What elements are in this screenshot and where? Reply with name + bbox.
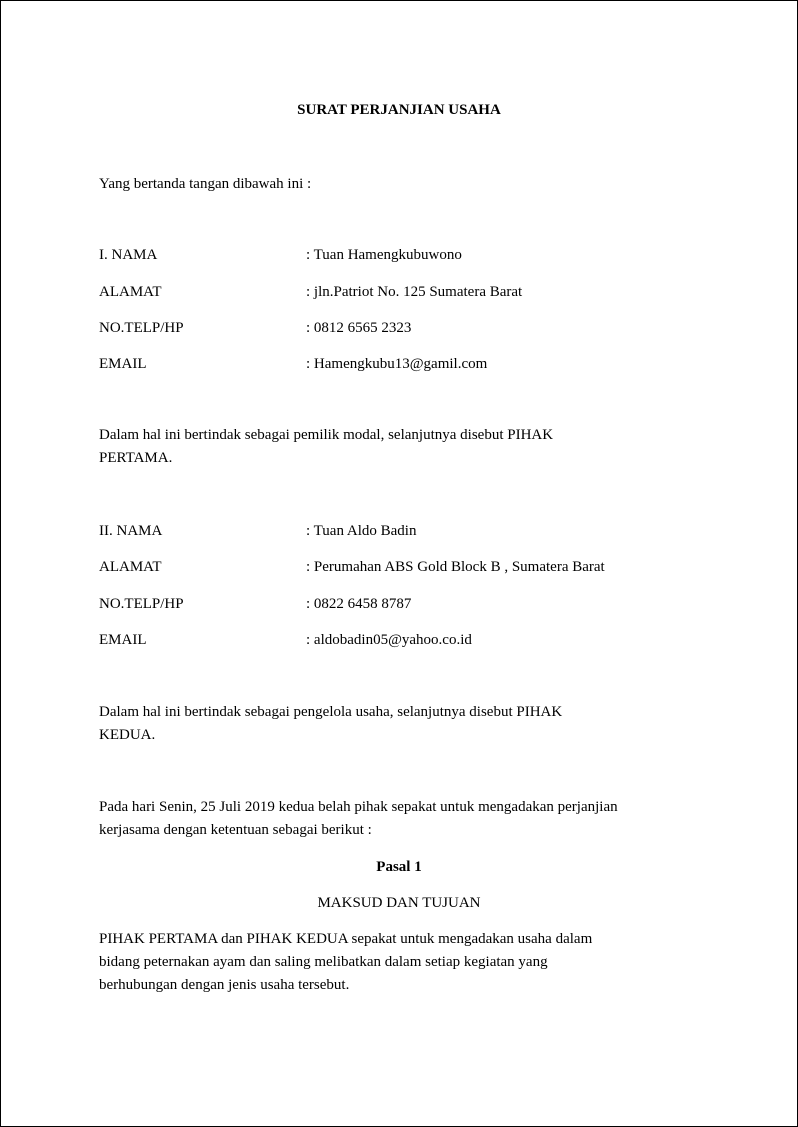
paragraph-line: Dalam hal ini bertindak sebagai pemilik modal, selanjutnya disebut PIHAK [99,427,554,443]
paragraph-line: bidang peternakan ayam dan saling melibatkan dalam setiap kegiatan yang [99,954,548,970]
field-value: : aldobadin05@yahoo.co.id [306,632,472,648]
paragraph-line: KEDUA. [99,727,156,743]
field-label: EMAIL [99,356,147,372]
field-label: NO.TELP/HP [99,320,184,336]
document-title: SURAT PERJANJIAN USAHA [297,102,501,118]
field-value: : Perumahan ABS Gold Block B , Sumatera Barat [306,559,605,575]
paragraph-line: Dalam hal ini bertindak sebagai pengelola usaha, selanjutnya disebut PIHAK [99,704,563,720]
paragraph-line: berhubungan dengan jenis usaha tersebut. [99,977,350,993]
party1-role-paragraph [99,424,719,470]
field-value: : 0812 6565 2323 [306,320,412,336]
field-value: : Hamengkubu13@gamil.com [306,356,488,372]
field-label: I. NAMA [99,247,158,263]
pasal-heading: Pasal 1 [376,859,422,875]
paragraph-line: Pada hari Senin, 25 Juli 2019 kedua belah pihak sepakat untuk mengadakan perjanjian [99,799,618,815]
agreement-paragraph [99,796,739,842]
field-value: : Tuan Aldo Badin [306,523,417,539]
pasal-body-paragraph [99,928,719,997]
field-label: ALAMAT [99,559,162,575]
field-label: EMAIL [99,632,147,648]
field-label: II. NAMA [99,523,163,539]
field-value: : Tuan Hamengkubuwono [306,247,462,263]
field-label: ALAMAT [99,284,162,300]
pasal-subheading: MAKSUD DAN TUJUAN [317,895,481,911]
field-label: NO.TELP/HP [99,596,184,612]
party2-role-paragraph [99,701,719,747]
paragraph-line: PERTAMA. [99,450,173,466]
paragraph-line: kerjasama dengan ketentuan sebagai berikut : [99,822,372,838]
paragraph-line: PIHAK PERTAMA dan PIHAK KEDUA sepakat untuk mengadakan usaha dalam [99,931,593,947]
field-value: : 0822 6458 8787 [306,596,412,612]
field-value: : jln.Patriot No. 125 Sumatera Barat [306,284,523,300]
intro-text: Yang bertanda tangan dibawah ini : [99,176,312,192]
